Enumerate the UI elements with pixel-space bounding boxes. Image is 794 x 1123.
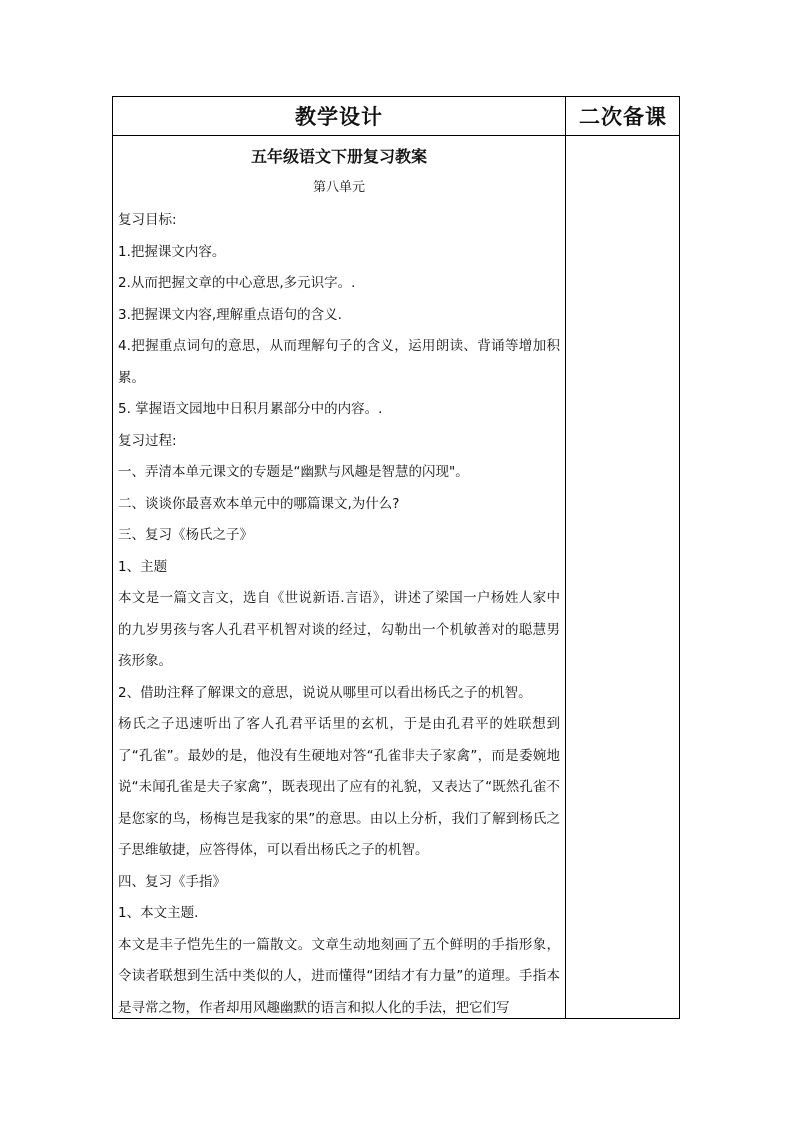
lesson-table xyxy=(112,96,680,1019)
objective-item: 1.把握课文内容。 xyxy=(118,243,226,260)
objective-item: 3.把握课文内容,理解重点语句的含义. xyxy=(118,306,342,323)
objective-item: 5. 掌握语文园地中日积月累部分中的内容。. xyxy=(118,401,383,417)
objective-item: 4.把握重点词句的意思，从而理解句子的含义，运用朗读、背诵等增加积累。 xyxy=(118,338,560,386)
column-divider xyxy=(565,97,566,1018)
section-heading: 1、主题 xyxy=(118,558,168,575)
process-heading: 复习过程: xyxy=(118,432,177,449)
objective-item: 2.从而把握文章的中心意思,多元识字。. xyxy=(118,275,356,291)
process-item: 三、复习《杨氏之子》 xyxy=(118,527,253,543)
process-item: 二、谈谈你最喜欢本单元中的哪篇课文,为什么? xyxy=(118,495,400,512)
doc-title: 五年级语文下册复习教案 xyxy=(250,147,427,166)
header-teaching-design: 教学设计 xyxy=(295,105,383,129)
header-second-preparation: 二次备课 xyxy=(579,105,667,129)
lesson-content xyxy=(118,141,560,1024)
section-paragraph: 杨氏之子迅速听出了客人孔君平话里的玄机，于是由孔君平的姓联想到了“孔雀”。最妙的是，他没有生硬地对答“孔雀非夫子家禽”，而是委婉地说“未闻孔雀是夫子家禽”，既表现出了应有的礼貌，又表达了“既然孔雀不是您家的鸟，杨梅岂是我家的果”的意思。由以上分析，我们了解到杨氏之子思维敏捷，应答得体，可以看出杨氏之子的机智。 xyxy=(118,716,560,858)
process-item: 一、弄清本单元课文的专题是“幽默与风趣是智慧的闪现"。 xyxy=(118,464,469,480)
objectives-heading: 复习目标: xyxy=(118,212,177,228)
section-heading: 1、本文主题. xyxy=(118,905,199,921)
doc-subtitle: 第八单元 xyxy=(312,180,365,195)
section-paragraph: 本文是丰子恺先生的一篇散文。文章生动地刻画了五个鲜明的手指形象，令读者联想到生活中类似的人，进而懂得“团结才有力量”的道理。手指本是寻常之物，作者却用风趣幽默的语言和拟人化的手法，把它们写 xyxy=(118,936,560,1016)
section-heading: 2、借助注释了解课文的意思，说说从哪里可以看出杨氏之子的机智。 xyxy=(118,684,532,701)
section-heading: 四、复习《手指》 xyxy=(118,873,226,890)
section-paragraph: 本文是一篇文言文，选自《世说新语.言语》，讲述了梁国一户杨姓人家中的九岁男孩与客人孔君平机智对谈的经过，勾勒出一个机敏善对的聪慧男孩形象。 xyxy=(118,590,560,669)
header-row-divider xyxy=(113,135,679,136)
